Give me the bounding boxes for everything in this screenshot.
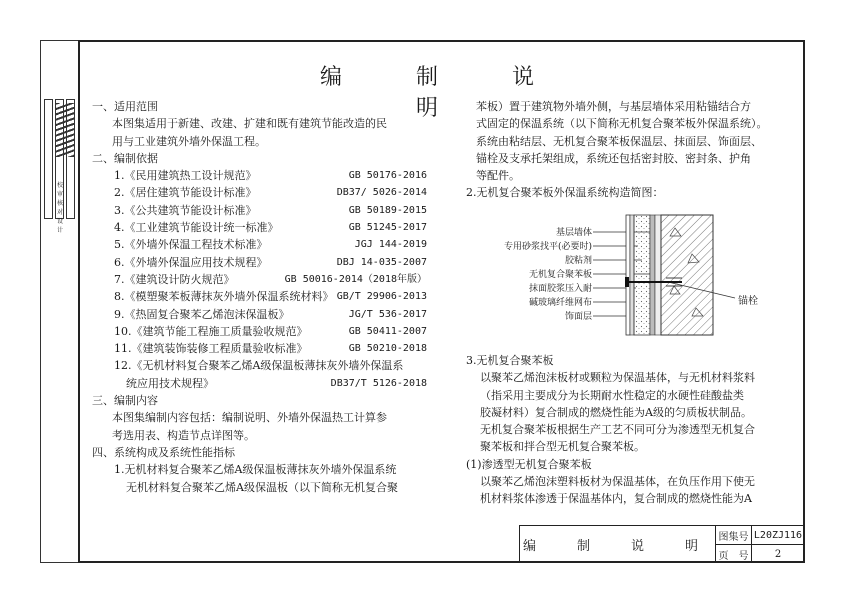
diagram-label: 基层墙体: [555, 228, 592, 238]
standard-name: 统应用技术规程》: [126, 376, 214, 390]
page-title: 编 制 说 明: [319, 65, 609, 121]
standard-code: GB 50016-2014（2018年版）: [284, 273, 427, 285]
page-label: 页 号: [716, 545, 752, 563]
section-heading: 一、适用范围: [92, 100, 158, 113]
standard-item: [92, 167, 427, 184]
approval-label: 校: [57, 182, 64, 189]
section-heading: 三、编制内容: [92, 394, 158, 408]
paragraph-line: 用与工业建筑外墙外保温工程。: [112, 134, 266, 148]
paragraph-line: 式固定的保温系统（以下简称无机复合聚苯板外保温系统）。: [476, 117, 768, 131]
section-heading: 3.无机复合聚苯板: [466, 354, 554, 367]
wall-section-diagram: [470, 210, 790, 338]
approval-label: 核: [57, 200, 64, 207]
paragraph-line: 以聚苯乙烯泡沫塑料板材为保温基体，在负压作用下使无: [480, 475, 755, 489]
paragraph-line: 以聚苯乙烯泡沫板材或颗粒为保温基体，与无机材料浆料: [480, 371, 755, 385]
standard-name: 1.《民用建筑热工设计规范》: [114, 169, 257, 183]
section-drawing: [470, 210, 790, 338]
approval-labels: [57, 181, 65, 235]
standard-code: GB 50176-2016: [348, 170, 427, 182]
title-block-name: 编 制 说 明: [520, 526, 716, 563]
paragraph-line: 苯板）置于建筑物外墙外侧，与基层墙体采用粘锚结合方: [476, 100, 751, 113]
standard-name: 5.《外墙外保温工程技术标准》: [114, 238, 268, 252]
standard-item: [92, 202, 427, 219]
approval-label: 计: [57, 227, 64, 234]
paragraph-line: （指采用主要成分为长期耐水性稳定的水硬性硅酸盐类: [480, 388, 744, 402]
standard-item: [92, 254, 427, 271]
title-block: [519, 525, 805, 563]
paragraph-line: 系统由粘结层、无机复合聚苯板保温层、抹面层、饰面层、: [476, 134, 762, 148]
standard-code: GB 50411-2007: [348, 325, 427, 337]
binding-margin: [40, 40, 78, 563]
diagram-label: 无机复合聚苯板: [528, 270, 592, 280]
diagram-label: 抹面胶浆压入耐: [528, 284, 592, 294]
standard-code: JGJ 144-2019: [354, 239, 427, 251]
standard-code: GB 50189-2015: [348, 204, 427, 216]
standard-name: 6.《外墙外保温应用技术规程》: [114, 255, 268, 269]
paragraph-line: 聚苯板和拌合型无机复合聚苯板。: [480, 440, 645, 454]
standard-name: 8.《模塑聚苯板薄抹灰外墙外保温系统材料》: [114, 290, 334, 304]
diagram-label: 饰面层: [564, 312, 592, 322]
diagram-label: 专用砂浆找平(必要时): [503, 242, 592, 252]
standard-item: [92, 271, 427, 288]
right-column-lower: [466, 352, 796, 508]
standard-item: [92, 340, 427, 357]
standard-code: DB37/T 5126-2018: [330, 377, 427, 389]
paragraph-line: 考选用表、构造节点详图等。: [112, 428, 255, 442]
atlas-number: L20ZJ116: [752, 526, 804, 545]
atlas-label: 图集号: [716, 526, 752, 545]
standard-code: DBJ 14-035-2007: [336, 256, 427, 268]
section-heading: (1)渗透型无机复合聚苯板: [466, 457, 592, 471]
standard-name: 11.《建筑装饰装修工程质量验收标准》: [114, 342, 308, 356]
diagram-title: 2.无机复合聚苯板外保温系统构造简图：: [466, 186, 664, 200]
standard-code: JG/T 536-2017: [348, 308, 427, 320]
standard-name: 3.《公共建筑节能设计标准》: [114, 203, 257, 217]
standard-name: 7.《建筑设计防火规范》: [114, 272, 235, 286]
anchor-label: 锚栓: [738, 296, 758, 307]
approval-label: 设: [57, 218, 64, 225]
paragraph-line: 锚栓及支承托架组成，系统还包括密封胶、密封条、护角: [476, 151, 751, 165]
standard-code: GB 50210-2018: [348, 343, 427, 355]
standard-item: [92, 323, 427, 340]
standards-list: [92, 167, 427, 357]
left-column: [92, 98, 427, 496]
standard-name: 9.《热固复合聚苯乙烯泡沫保温板》: [114, 307, 290, 321]
diagram-label: 碱玻璃纤维网布: [528, 298, 592, 308]
standard-item: [92, 288, 427, 305]
approval-label: 审: [57, 191, 64, 198]
standard-code: DB37/ 5026-2014: [336, 187, 427, 199]
diagram-label: 胶粘剂: [564, 256, 592, 266]
paragraph-line: 本图集适用于新建、改建、扩建和既有建筑节能改造的民: [112, 117, 387, 131]
standard-item: [92, 219, 427, 236]
approval-label: 对: [57, 209, 64, 216]
paragraph-line: 胶凝材料）复合制成的燃烧性能为A级的匀质板状制品。: [480, 405, 752, 419]
standard-code: GB/T 29906-2013: [336, 291, 427, 303]
page-number: 2: [774, 548, 782, 560]
standard-item: [92, 236, 427, 253]
section-heading: 四、系统构成及系统性能指标: [92, 445, 235, 459]
paragraph-line: 等配件。: [476, 169, 520, 183]
right-column: [466, 98, 796, 202]
standard-code: GB 51245-2017: [348, 222, 427, 234]
standard-name: 4.《工业建筑节能设计统一标准》: [114, 221, 279, 235]
standard-item: [92, 184, 427, 201]
standard-name: 10.《建筑节能工程施工质量验收规范》: [114, 324, 308, 338]
paragraph-line: 无机复合聚苯板根据生产工艺不同可分为渗透型无机复合: [480, 423, 755, 437]
standard-name: 2.《居住建筑节能设计标准》: [114, 186, 257, 200]
section-heading: 二、编制依据: [92, 151, 158, 165]
standard-item: [92, 306, 427, 323]
paragraph-line: 本图集编制内容包括：编制说明、外墙外保温热工计算参: [112, 411, 387, 425]
paragraph-line: 机材料浆体渗透于保温基体内，复合制成的燃烧性能为A: [480, 492, 752, 506]
standard-item: [92, 375, 427, 392]
standard-item: 12.《无机材料复合聚苯乙烯A级保温板薄抹灰外墙外保温系: [114, 359, 404, 373]
paragraph-line: 无机材料复合聚苯乙烯A级保温板（以下简称无机复合聚: [126, 480, 398, 494]
paragraph-line: 1.无机材料复合聚苯乙烯A级保温板薄抹灰外墙外保温系统: [114, 463, 397, 477]
